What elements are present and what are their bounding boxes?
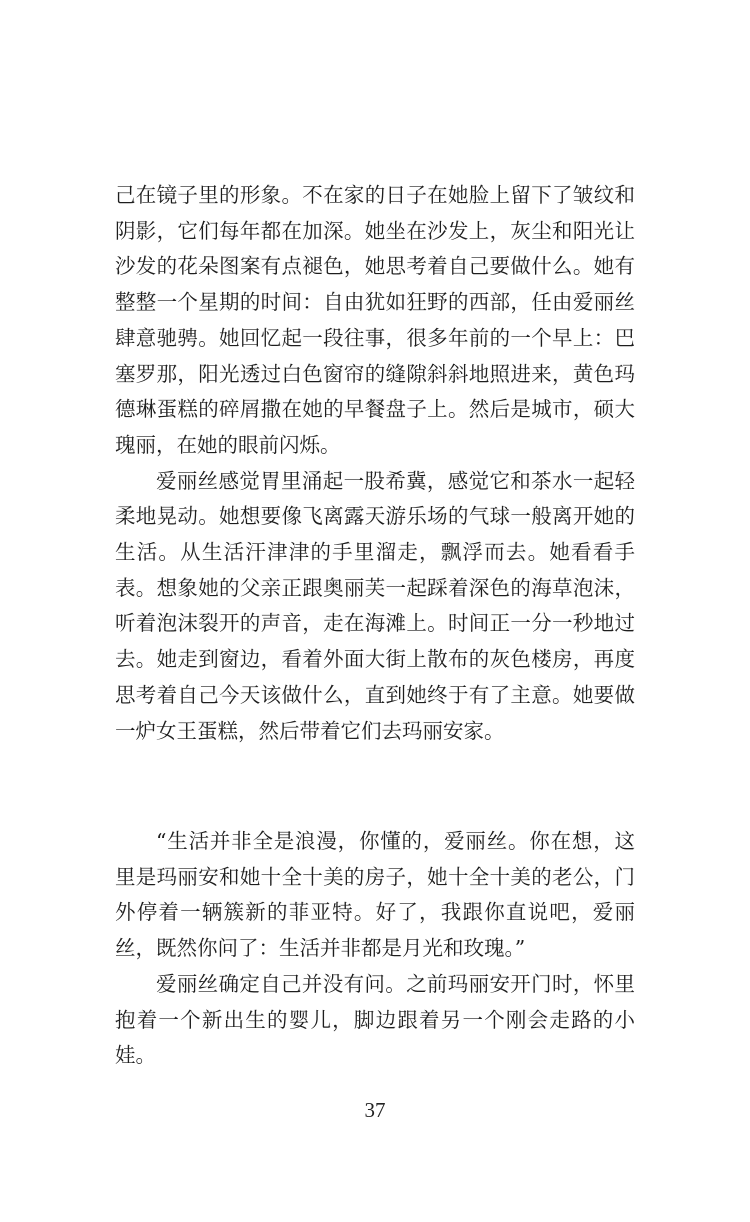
paragraph: “生活并非全是浪漫，你懂的，爱丽丝。你在想，这里是玛丽安和她十全十美的房子，她十全十美的老公，门外停着一辆簇新的菲亚特。好了，我跟你直说吧，爱丽丝，既然你问了：生活并非都是月光和玫瑰。”: [115, 829, 635, 961]
text-section-bottom: [115, 824, 635, 1074]
paragraph: 爱丽丝确定自己并没有问。之前玛丽安开门时，怀里抱着一个新出生的婴儿，脚边跟着另一个刚会走路的小娃。: [115, 971, 635, 1068]
paragraph: 爱丽丝感觉胃里涌起一股希冀，感觉它和茶水一起轻柔地晃动。她想要像飞离露天游乐场的气球一般离开她的生活。从生活汗津津的手里溜走，飘浮而去。她看看手表。想象她的父亲正跟奥丽芙一起踩着深色的海草泡沫，听着泡沫裂开的声音，走在海滩上。时间正一分一秒地过去。她走到窗边，看着外面大街上散布的灰色楼房，再度思考着自己今天该做什么，直到她终于有了主意。她要做一炉女王蛋糕，然后带着它们去玛丽安家。: [115, 468, 635, 743]
paragraph: 己在镜子里的形象。不在家的日子在她脸上留下了皱纹和阴影，它们每年都在加深。她坐在沙发上，灰尘和阳光让沙发的花朵图案有点褪色，她思考着自己要做什么。她有整整一个星期的时间：自由犹如狂野的西部，任由爱丽丝肆意驰骋。她回忆起一段往事，很多年前的一个早上：巴塞罗那，阳光透过白色窗帘的缝隙斜斜地照进来，黄色玛德琳蛋糕的碎屑撒在她的早餐盘子上。然后是城市，硕大瑰丽，在她的眼前闪烁。: [115, 183, 635, 457]
page-number: 37: [364, 1098, 386, 1122]
text-section-top: [115, 178, 635, 749]
